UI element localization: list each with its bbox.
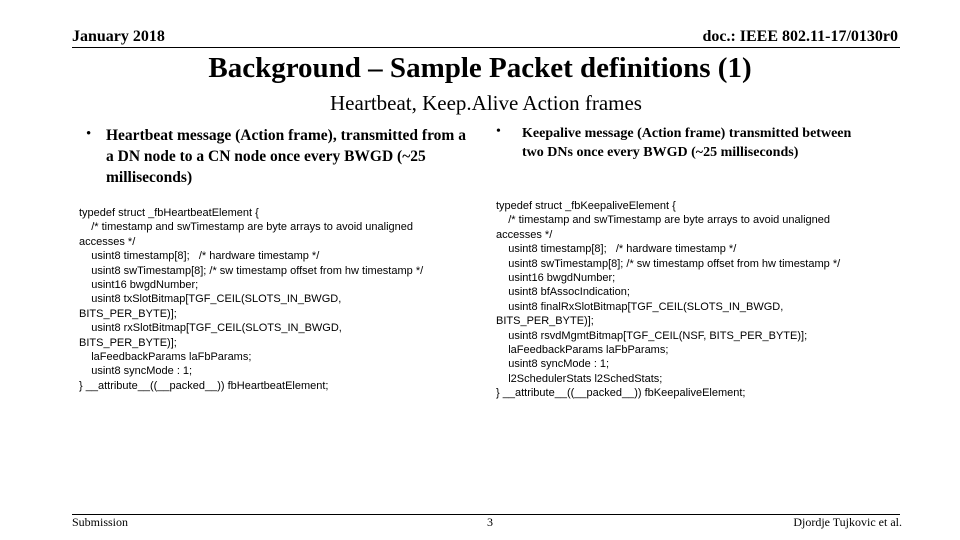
footer-author: Djordje Tujkovic et al. bbox=[793, 515, 902, 529]
keepalive-struct-code: typedef struct _fbKeepaliveElement { /* timestamp and swTimestamp are byte arrays to avoid unaligned accesses */ usint8 timestamp[8]; /* hardware timestamp */ usint8 swTimestamp[8]; /* sw timestamp offset from hw timestamp */ usint16 bwgdNumber; usint8 bfAssocIndication; usint8 finalRxSlotBitmap[TGF_CEIL(SLOTS_IN_BWGD, BITS_PER_BYTE)]; usint8 rsvdMgmtBitmap[TGF_CEIL(NSF, BITS_PER_BYTE)]; laFeedbackParams laFbParams; usint8 syncMode : 1; l2SchedulerStats l2SchedStats; } __attribute__((__packed__)) fbKeepaliveElement; bbox=[496, 200, 841, 400]
heartbeat-description: Heartbeat message (Action frame), transmitted from a a DN node to a CN node once every BWGD (~25 milliseconds) bbox=[106, 127, 466, 186]
right-bullet-marker: • bbox=[496, 124, 501, 139]
heartbeat-struct-code: typedef struct _fbHeartbeatElement { /* timestamp and swTimestamp are byte arrays to avoid unaligned accesses */ usint8 timestamp[8]; /* hardware timestamp */ usint8 swTimestamp[8]; /* sw timestamp offset from hw timestamp */ usint16 bwgdNumber; usint8 txSlotBitmap[TGF_CEIL(SLOTS_IN_BWGD, BITS_PER_BYTE)]; usint8 rxSlotBitmap[TGF_CEIL(SLOTS_IN_BWGD, BITS_PER_BYTE)]; laFeedbackParams laFbParams; usint8 syncMode : 1; } __attribute__((__packed__)) fbHeartbeatElement; bbox=[79, 207, 424, 392]
keepalive-description: Keepalive message (Action frame) transmitted between two DNs once every BWGD (~25 milliseconds) bbox=[522, 126, 852, 160]
slide-title: Background – Sample Packet definitions (1) bbox=[208, 52, 752, 84]
header-rule bbox=[72, 47, 900, 48]
slide-subtitle: Heartbeat, Keep.Alive Action frames bbox=[330, 91, 642, 115]
footer-rule bbox=[72, 514, 900, 515]
left-bullet-marker: • bbox=[86, 126, 92, 142]
page-number: 3 bbox=[487, 515, 493, 529]
header-doc-id: doc.: IEEE 802.11-17/0130r0 bbox=[702, 28, 898, 45]
header-date: January 2018 bbox=[72, 28, 165, 45]
footer-submission: Submission bbox=[72, 515, 129, 529]
